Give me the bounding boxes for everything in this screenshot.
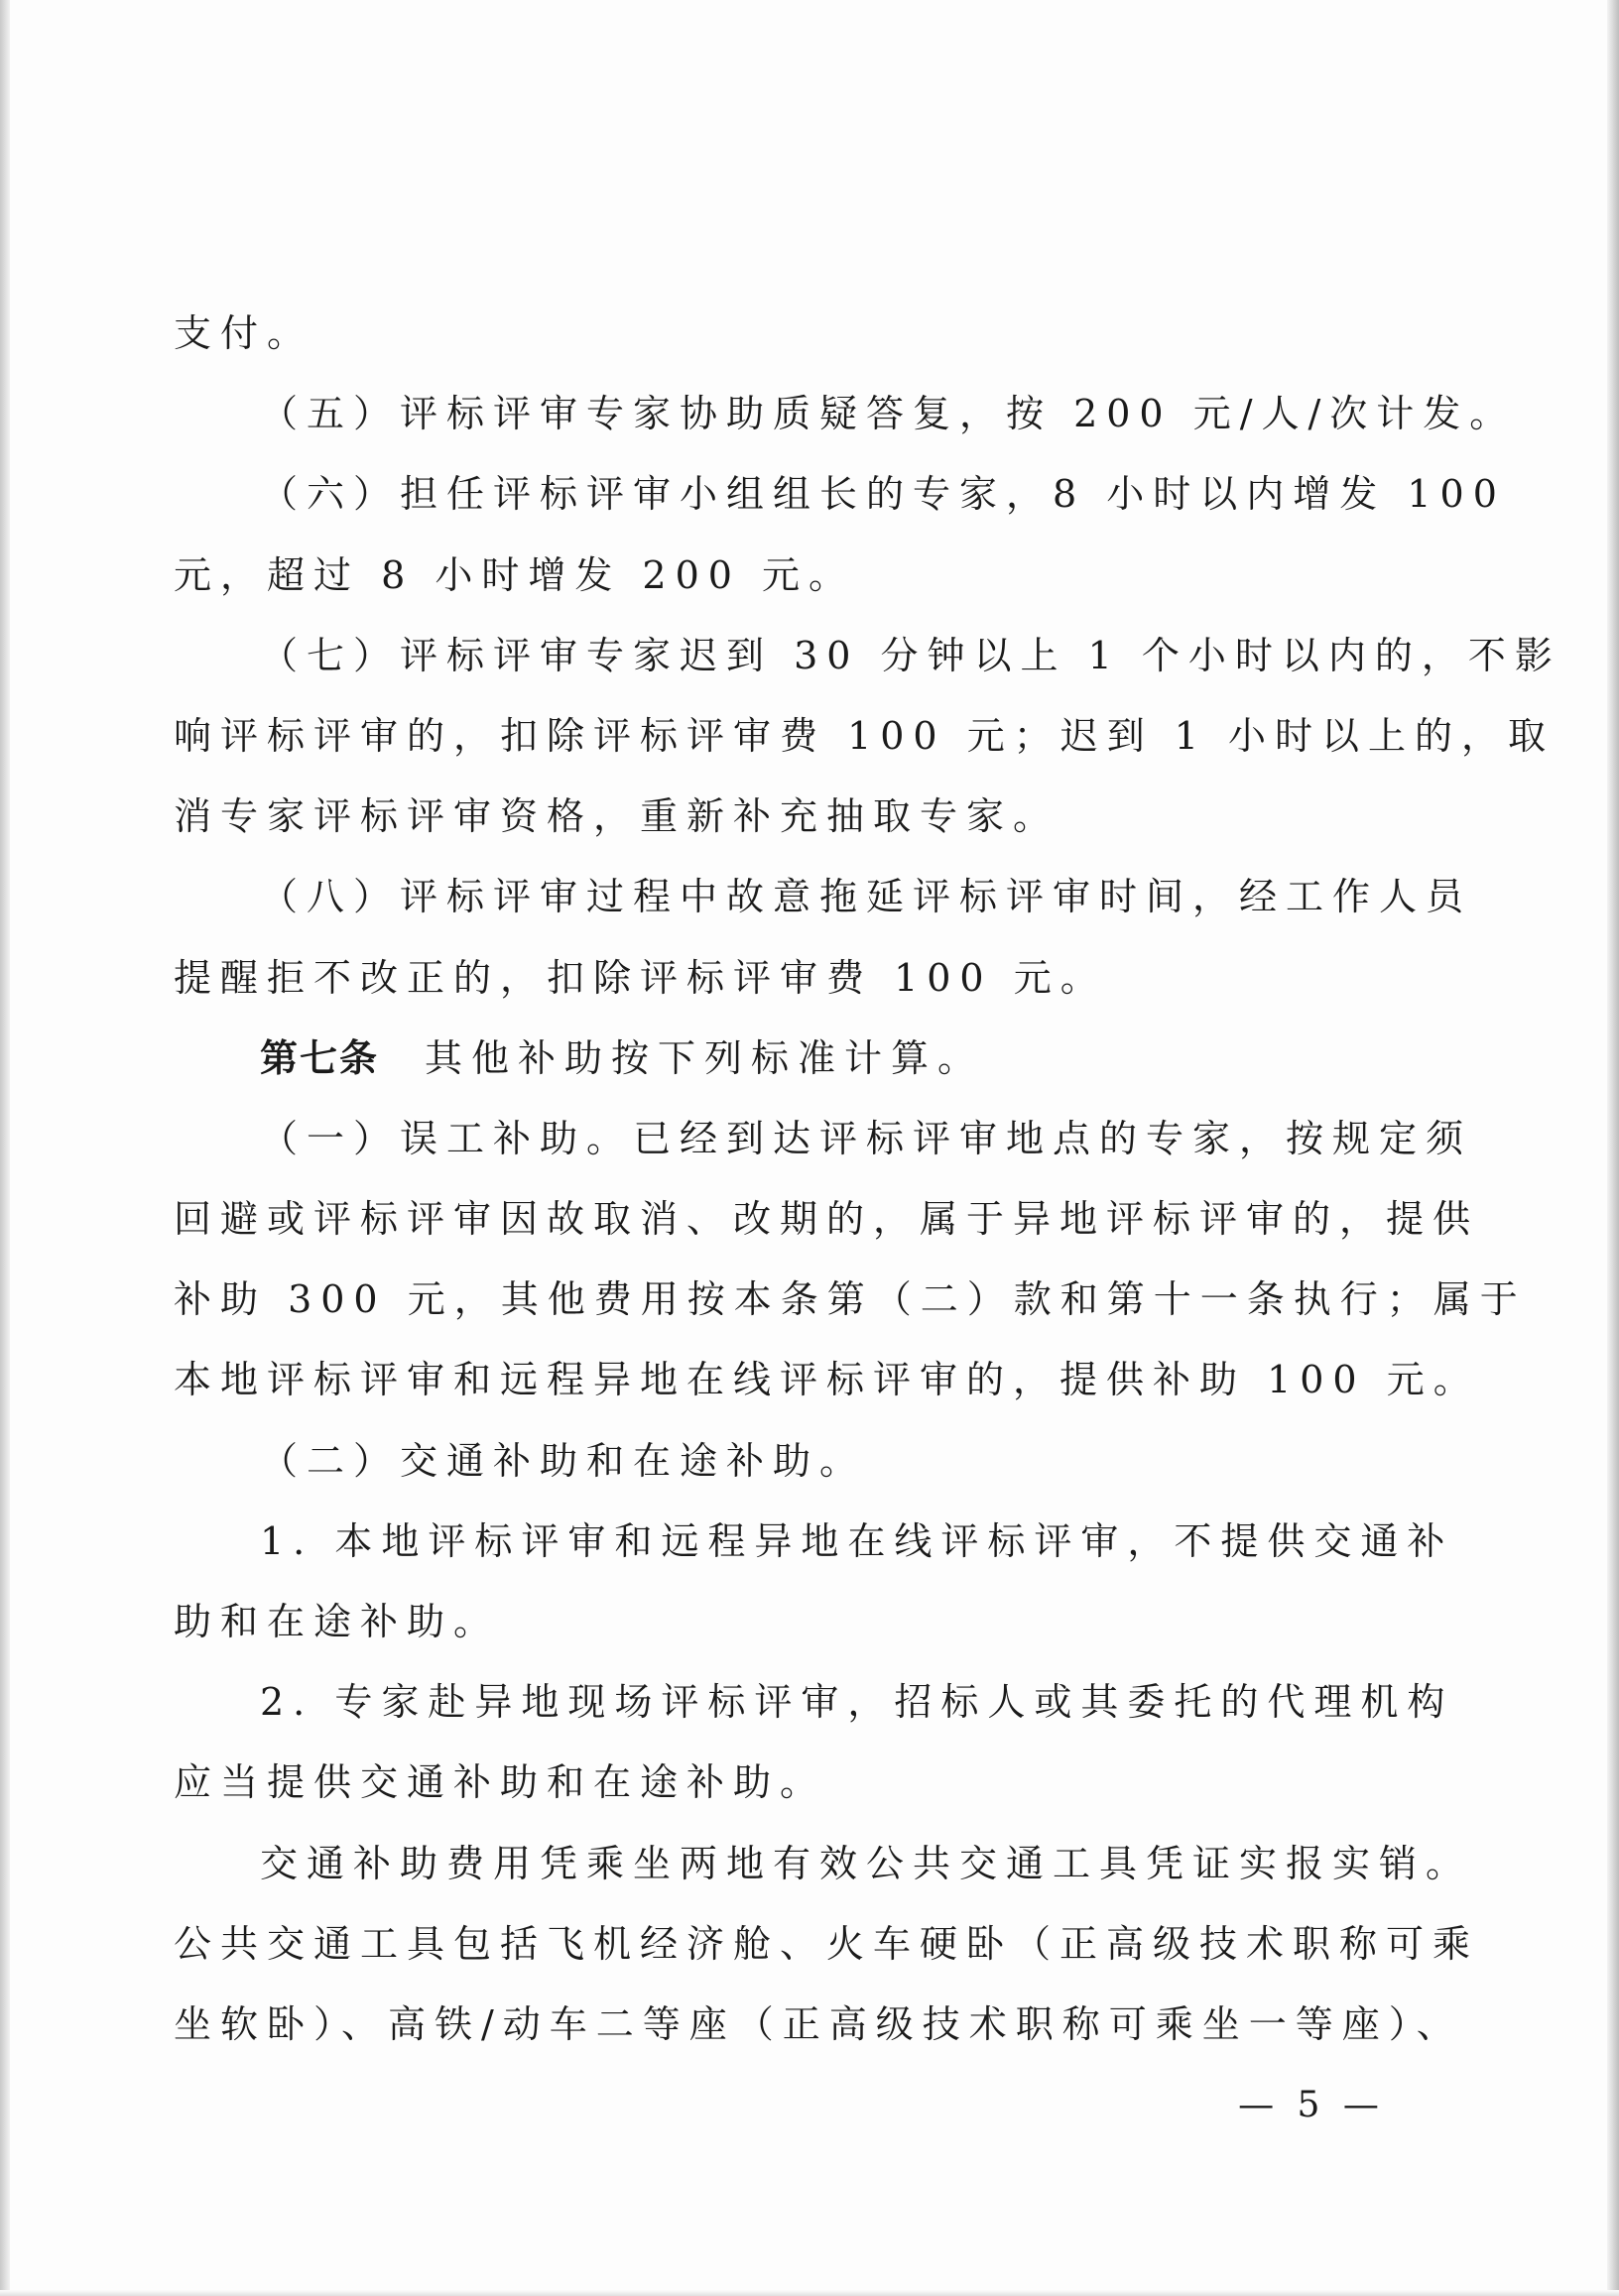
text-line: 消专家评标评审资格，重新补充抽取专家。 <box>174 794 1060 839</box>
article-text: 其他补助按下列标准计算。 <box>425 1035 985 1080</box>
text-line: 助和在途补助。 <box>174 1600 501 1643</box>
text-line: 响评标评审的，扣除评标评审费 100 元；迟到 1 小时以上的，取 <box>174 713 1556 758</box>
text-line: 本地评标评审和远程异地在线评标评审的，提供补助 100 元。 <box>174 1358 1480 1402</box>
text-line: 1. 本地评标评审和远程异地在线评标评审，不提供交通补 <box>260 1518 1454 1563</box>
scan-edge-right <box>1607 0 1619 2296</box>
text-line: （二）交通补助和在途补助。 <box>260 1438 867 1483</box>
text-line: 坐软卧）、高铁/动车二等座（正高级技术职称可乘坐一等座）、 <box>174 2001 1463 2046</box>
text-line: （五）评标评审专家协助质疑答复，按 200 元/人/次计发。 <box>260 392 1517 436</box>
scan-edge-bottom <box>0 2290 1619 2296</box>
text-line: 提醒拒不改正的，扣除评标评审费 100 元。 <box>174 955 1107 1000</box>
text-line: 补助 300 元，其他费用按本条第（二）款和第十一条执行；属于 <box>174 1277 1527 1322</box>
article-heading: 第七条 <box>260 1035 380 1080</box>
text-line: 元，超过 8 小时增发 200 元。 <box>174 552 856 597</box>
text-line: （七）评标评审专家迟到 30 分钟以上 1 个小时以内的，不影 <box>260 633 1561 677</box>
text-line: 2. 专家赴异地现场评标评审，招标人或其委托的代理机构 <box>260 1680 1454 1725</box>
body-text <box>174 294 1561 2065</box>
text-line: （一）误工补助。已经到达评标评审地点的专家，按规定须 <box>260 1116 1473 1160</box>
text-line: （六）担任评标评审小组组长的专家，8 小时以内增发 100 <box>260 472 1506 517</box>
scan-edge-left <box>0 0 10 2296</box>
page-number: — 5 — <box>1238 2085 1385 2125</box>
text-line: 交通补助费用凭乘坐两地有效公共交通工具凭证实报实销。 <box>260 1841 1473 1885</box>
text-line: （八）评标评审过程中故意拖延评标评审时间，经工作人员 <box>260 875 1473 919</box>
text-line: 应当提供交通补助和在途补助。 <box>174 1760 827 1805</box>
text-line: 公共交通工具包括飞机经济舱、火车硬卧（正高级技术职称可乘 <box>174 1921 1480 1966</box>
article-line <box>174 1019 1399 1099</box>
text-line: 支付。 <box>174 311 314 355</box>
text-line: 回避或评标评审因故取消、改期的，属于异地评标评审的，提供 <box>174 1197 1480 1242</box>
